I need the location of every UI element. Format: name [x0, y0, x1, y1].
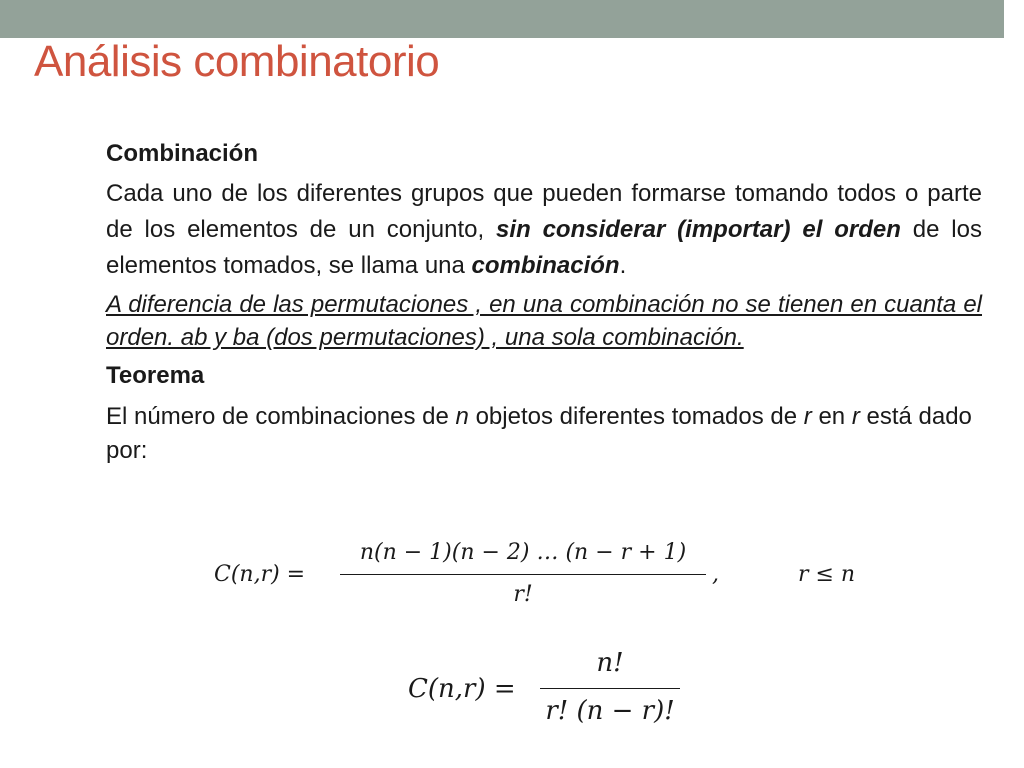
formula2-fraction-bar: [540, 688, 680, 689]
definition-emphasis-order: sin considerar (importar) el orden: [496, 216, 901, 243]
top-accent-bar: [0, 0, 1004, 38]
section-heading: Combinación: [106, 140, 259, 167]
formula1-numerator: n(n − 1)(n − 2) … (n − r + 1): [359, 540, 687, 565]
permutation-note: A diferencia de las permutaciones , en una combinación no se tienen en cuanta el orden. ab y ba (dos permutaciones) , una sola combinación.: [106, 291, 982, 351]
combination-formula-product: [214, 540, 894, 616]
definition-text-1: Cada uno de los diferentes grupos que pueden formarse tomando todos o parte de los elementos de un conjunto,: [106, 180, 982, 243]
formula2-denominator: r! (n − r)!: [545, 696, 675, 726]
slide-title: Análisis combinatorio: [34, 37, 440, 86]
theorem-statement: [106, 400, 982, 468]
definition-text-2: de los elementos tomados, se llama una: [106, 216, 982, 279]
theorem-var-r: r: [803, 403, 812, 430]
theorem-text-1: El número de combinaciones de: [106, 403, 456, 430]
formula2-numerator: n!: [596, 648, 624, 678]
theorem-var-r-second: r: [851, 403, 860, 430]
formula1-comma: ,: [712, 562, 719, 587]
theorem-heading: Teorema: [106, 362, 205, 389]
formula2-lhs: C(n,r) =: [408, 674, 516, 704]
formula1-condition: r ≤ n: [798, 562, 856, 587]
formula1-fraction-bar: [340, 574, 706, 575]
slide-body: [106, 136, 982, 472]
theorem-var-n: n: [455, 403, 469, 430]
theorem-text-2: objetos diferentes tomados de: [468, 403, 804, 430]
formula1-lhs: C(n,r) =: [214, 562, 306, 587]
combination-formula-factorial: [408, 648, 698, 732]
formula1-denominator: r!: [513, 582, 533, 607]
definition-text-3: .: [619, 252, 627, 279]
theorem-text-4: está dado por:: [106, 403, 972, 464]
theorem-text-3: en: [811, 403, 852, 430]
definition-emphasis-term: combinación: [471, 252, 620, 279]
definition-paragraph: [106, 176, 982, 284]
